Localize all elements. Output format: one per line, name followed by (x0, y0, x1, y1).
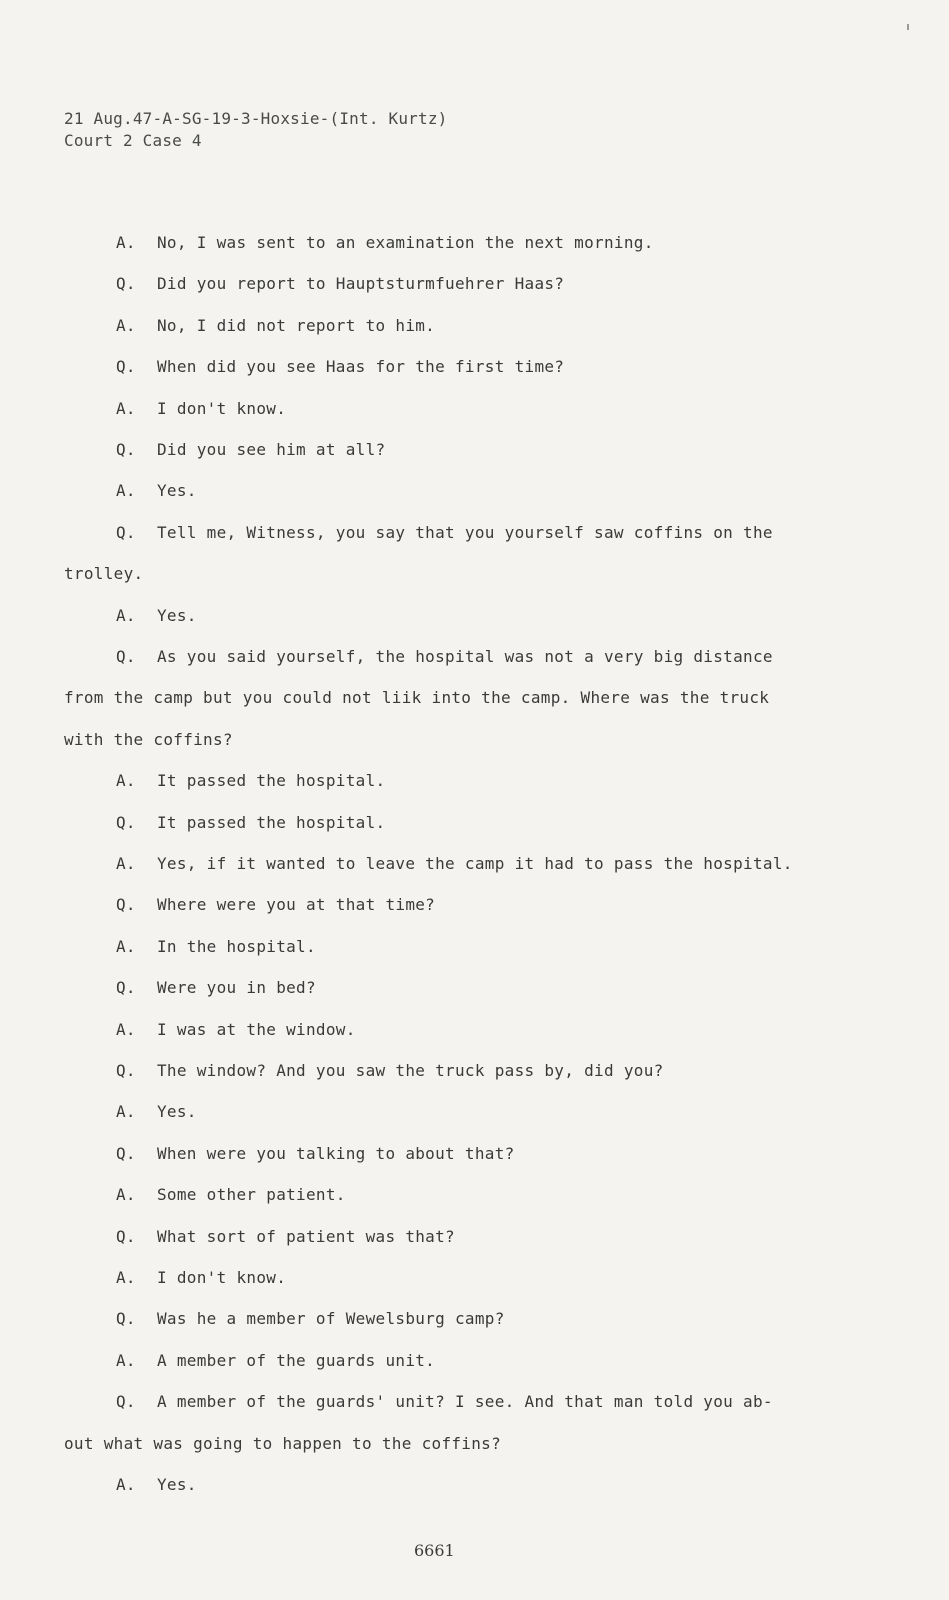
line-text-continuation: from the camp but you could not liik into the camp. Where was the truck (64, 688, 770, 707)
speaker-label: A. (116, 1185, 136, 1204)
speaker-label: A. (116, 1102, 136, 1121)
speaker-label: Q. (116, 357, 136, 376)
document-header (64, 108, 447, 152)
line-text: A member of the guards unit. (157, 1351, 436, 1370)
speaker-label: Q. (116, 813, 136, 832)
line-text: Yes. (157, 1475, 197, 1494)
line-text: Yes, if it wanted to leave the camp it had to pass the hospital. (157, 854, 793, 873)
speaker-label: A. (116, 399, 136, 418)
page-number: 6661 (414, 1541, 455, 1560)
speaker-label: Q. (116, 978, 136, 997)
header-reference: 21 Aug.47-A-SG-19-3-Hoxsie-(Int. Kurtz) (64, 109, 448, 128)
line-text: Yes. (157, 481, 197, 500)
speaker-label: A. (116, 1475, 136, 1494)
speaker-label: A. (116, 854, 136, 873)
line-text: Tell me, Witness, you say that you yourself saw coffins on the (157, 523, 773, 542)
line-text: Where were you at that time? (157, 895, 436, 914)
line-text: In the hospital. (157, 937, 316, 956)
speaker-label: Q. (116, 1061, 136, 1080)
line-text: Some other patient. (157, 1185, 346, 1204)
line-text: Was he a member of Wewelsburg camp? (157, 1309, 505, 1328)
line-text: What sort of patient was that? (157, 1227, 455, 1246)
line-text-continuation: trolley. (64, 564, 144, 583)
speaker-label: A. (116, 606, 136, 625)
speaker-label: Q. (116, 1309, 136, 1328)
speaker-label: A. (116, 771, 136, 790)
line-text: As you said yourself, the hospital was not a very big distance (157, 647, 773, 666)
speaker-label: A. (116, 233, 136, 252)
speaker-label: A. (116, 316, 136, 335)
speaker-label: Q. (116, 1227, 136, 1246)
speaker-label: Q. (116, 523, 136, 542)
speaker-label: Q. (116, 440, 136, 459)
speaker-label: A. (116, 1268, 136, 1287)
line-text: Yes. (157, 606, 197, 625)
line-text: I don't know. (157, 1268, 287, 1287)
line-text: Yes. (157, 1102, 197, 1121)
speaker-label: A. (116, 1351, 136, 1370)
line-text: The window? And you saw the truck pass by, did you? (157, 1061, 664, 1080)
speaker-label: Q. (116, 895, 136, 914)
speaker-label: Q. (116, 274, 136, 293)
corner-mark (907, 24, 909, 30)
line-text: Were you in bed? (157, 978, 316, 997)
line-text-continuation: out what was going to happen to the coffins? (64, 1434, 502, 1453)
line-text: It passed the hospital. (157, 813, 386, 832)
header-court-case: Court 2 Case 4 (64, 131, 202, 150)
line-text: When did you see Haas for the first time? (157, 357, 565, 376)
line-text-continuation: with the coffins? (64, 730, 233, 749)
speaker-label: A. (116, 481, 136, 500)
speaker-label: Q. (116, 1392, 136, 1411)
speaker-label: Q. (116, 647, 136, 666)
line-text: I don't know. (157, 399, 287, 418)
line-text: I was at the window. (157, 1020, 356, 1039)
line-text: No, I did not report to him. (157, 316, 436, 335)
speaker-label: Q. (116, 1144, 136, 1163)
line-text: Did you report to Hauptsturmfuehrer Haas? (157, 274, 565, 293)
line-text: When were you talking to about that? (157, 1144, 515, 1163)
line-text: No, I was sent to an examination the next morning. (157, 233, 654, 252)
line-text: It passed the hospital. (157, 771, 386, 790)
line-text: Did you see him at all? (157, 440, 386, 459)
speaker-label: A. (116, 937, 136, 956)
speaker-label: A. (116, 1020, 136, 1039)
line-text: A member of the guards' unit? I see. And that man told you ab- (157, 1392, 773, 1411)
